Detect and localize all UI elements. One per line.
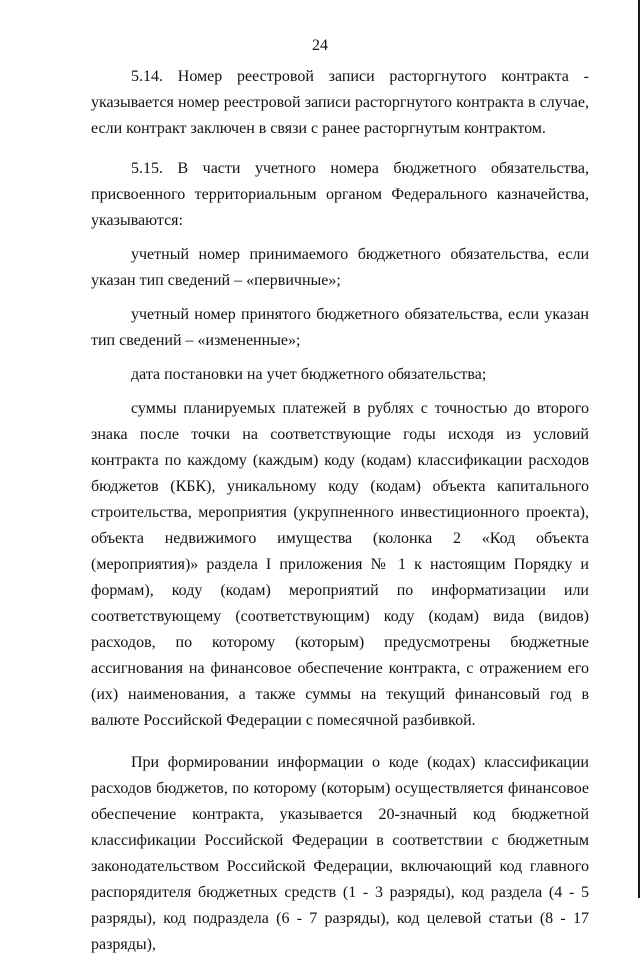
paragraph-registration-date: дата постановки на учет бюджетного обязательства; xyxy=(131,366,487,383)
paragraph-planned-payments: суммы планируемых платежей в рублях с точностью до второго знака после точки на соответствующие годы исходя из условий контракта по каждому (каждым) коду (кодам) классификации расходов бюджетов (КБК), уникальному коду (кодам) объекта капитального строительства, мероприятия (укрупненного инвестиционного проекта), объекта недвижимого имущества (колонка 2 «Код объекта (мероприятия)» раздела I приложения № 1 к настоящим Порядку и формам), коду (кодам) мероприятий по информатизации или соответствующему (соответствующим) коду (кодам) вида (видов) расходов, по которому (которым) предусмотрены бюджетные ассигнования на финансовое обеспечение контракта, с отражением его (их) наименования, а также суммы на текущий финансовый год в валюте Российской Федерации с помесячной разбивкой. xyxy=(91,400,589,729)
paragraph-5-14: 5.14. Номер реестровой записи расторгнутого контракта - указывается номер реестровой записи расторгнутого контракта в случае, если контракт заключен в связи с ранее расторгнутым контрактом. xyxy=(91,68,589,137)
paragraph-5-15: 5.15. В части учетного номера бюджетного обязательства, присвоенного территориальным органом Федерального казначейства, указываются: xyxy=(91,160,589,229)
paragraph-budget-classification: При формировании информации о коде (кодах) классификации расходов бюджетов, по которому (которым) осуществляется финансовое обеспечение контракта, указывается 20-значный код бюджетной классификации Российской Федерации в соответствии с бюджетным законодательством Российской Федерации, включающий код главного распорядителя бюджетных средств (1 - 3 разряды), код раздела (4 - 5 разряды), код подраздела (6 - 7 разряды), код целевой статьи (8 - 17 разряды), xyxy=(91,754,589,953)
document-body xyxy=(91,64,589,958)
paragraph-accepted-obligation-number: учетный номер принимаемого бюджетного обязательства, если указан тип сведений – «первичные»; xyxy=(91,246,589,289)
paragraph-changed-obligation-number: учетный номер принятого бюджетного обязательства, если указан тип сведений – «измененные»; xyxy=(91,306,589,349)
page-number: 24 xyxy=(312,37,328,54)
